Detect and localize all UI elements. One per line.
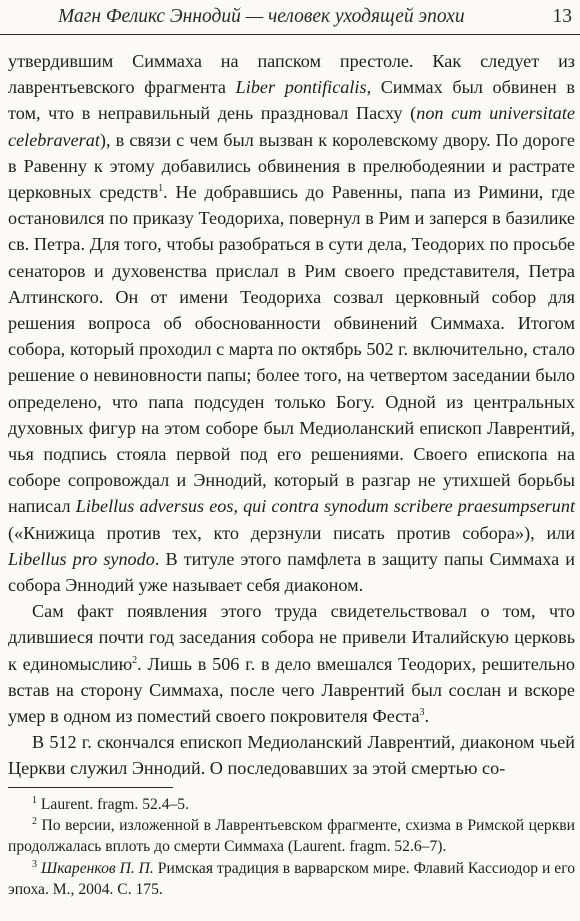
text-run: («Книжица против тех, кто дерзнули писать против собора»), или (8, 522, 575, 543)
text-run: Сам факт появления этого труда свидетельствовал о том, что длившиеся почти год заседания собора не привели Италийскую церковь к единомыслию (8, 601, 575, 674)
footnote-ref-3[interactable]: 3 (419, 707, 425, 719)
page-number: 13 (552, 6, 572, 27)
footnote-3 (8, 858, 575, 900)
italic-title: Libellus adversus eos, qui contra synodum scribere praesumpserunt (75, 496, 575, 517)
text-run: . Лишь в 506 г. в дело вмешался Теодорих, решительно встав на сторону Симмаха, после чего Лаврентий был сослан и вскоре умер в одном из поместий своего покровителя Феста (8, 653, 575, 727)
text-run: В 512 г. скончался епископ Медиоланский Лаврентий, диаконом чьей Церкви служил Эннодий. О последовавших за этой смертью со- (8, 732, 575, 779)
footnote-ref-1[interactable]: 1 (158, 182, 164, 194)
footnote-text: Laurent. fragm. 52.4–5. (37, 796, 189, 813)
paragraph-3 (8, 729, 575, 781)
running-header (0, 0, 580, 35)
footnote-number: 3 (32, 858, 37, 870)
text-run: . (424, 706, 430, 727)
footnote-1 (8, 794, 575, 815)
italic-quote: non cum universitate celebraverat (8, 103, 575, 150)
italic-title: Liber pontificalis (235, 77, 367, 98)
footnote-2 (8, 815, 575, 857)
text-run: ), в связи с чем был вызван к королевскому двору. По дороге в Равенну к этому добавились обвинения в прелюбодеянии и растрате церковных средств (8, 129, 575, 203)
footnote-number: 1 (32, 794, 37, 806)
main-text (8, 48, 575, 782)
footnote-author: Шкаренков П. П. (37, 859, 154, 877)
text-run: . В титуле этого памфлета в защиту папы Симмаха и собора Эннодий уже называет себя диаконом. (8, 548, 575, 596)
paragraph-2 (8, 598, 575, 729)
running-title: Магн Феликс Эннодий — человек уходящей эпохи (58, 6, 465, 27)
italic-title: Libellus pro synodo (8, 548, 155, 569)
text-run: . Не добравшись до Равенны, папа из Римини, где остановился по приказу Теодориха, повернул в Рим и заперся в базилике св. Петра. Для того, чтобы разобраться в сути дела, Теодорих по просьбе сенаторов и духовенства прислал в Рим своего представителя, Петра Алтинского. Он от имени Теодориха созвал церковный собор для решения вопроса об обоснованности обвинений Симмаха. Итогом собора, который проходил с марта по октябрь 502 г. включительно, стало решение о невиновности папы; более того, на четвертом заседании было определено, что папа подсуден только Богу. Одной из центральных духовных фигур на этом соборе был Медиоланский епископ Лаврентий, чья подпись стояла первой под его решениями. Своего епископа на соборе сопровождал и Эннодий, который в разгар не утихшей борьбы написал (8, 182, 575, 517)
footnote-separator (8, 787, 173, 788)
footnote-text: Римская традиция в варварском мире. Флавий Кассиодор и его эпоха. М., 2004. С. 175. (8, 859, 575, 898)
paragraph-1 (8, 48, 575, 598)
text-run: , Симмах был обвинен в том, что в неправильный день праздновал Пасху ( (8, 77, 576, 124)
footnotes (8, 794, 575, 900)
footnote-ref-2[interactable]: 2 (132, 654, 138, 666)
text-run: утвердившим Симмаха на папском престоле. Как следует из лаврентьевского фрагмента (8, 51, 575, 98)
footnote-number: 2 (32, 816, 37, 828)
footnote-text: По версии, изложенной в Лаврентьевском фрагменте, схизма в Римской церкви продолжалась вплоть до смерти Симмаха (Laurent. fragm. 52.6–7). (8, 817, 575, 856)
